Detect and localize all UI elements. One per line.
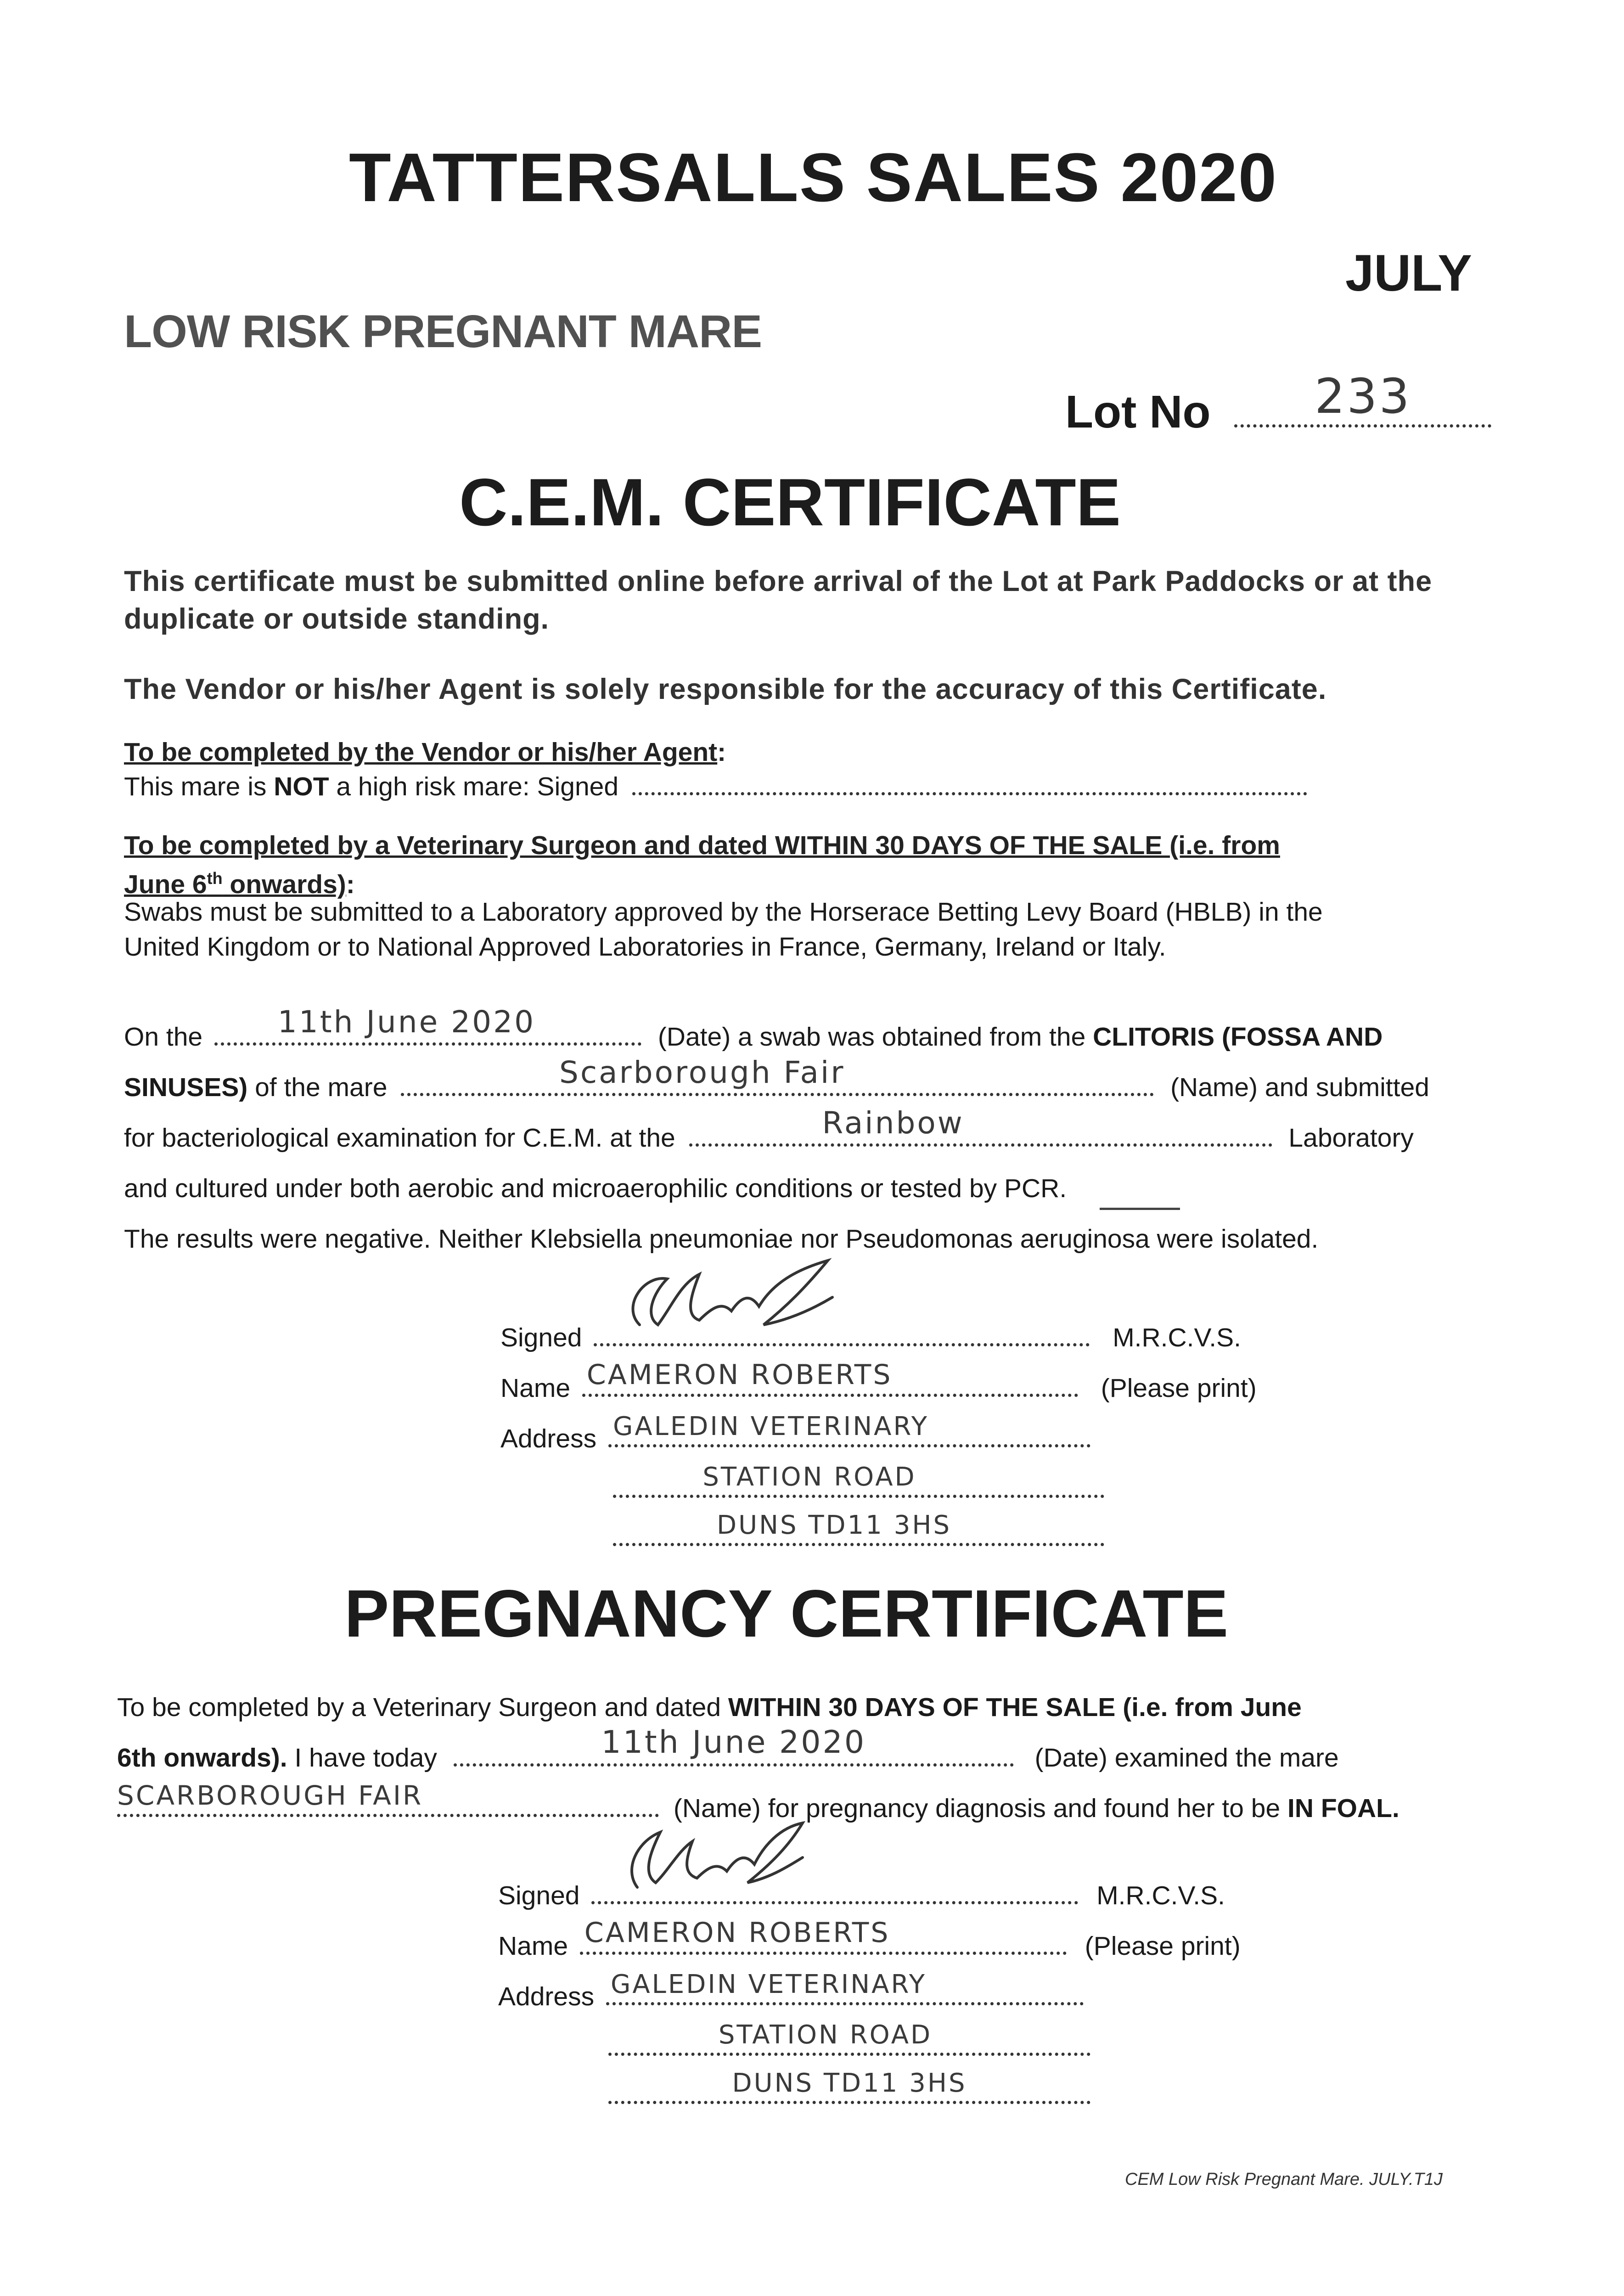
cem-name-row: Name CAMERON ROBERTS (Please print) <box>500 1359 1257 1403</box>
cem-notice-online: This certificate must be submitted online before arrival of the Lot at Park Paddocks or at the duplicate or outside standing. <box>124 565 1433 635</box>
preg-signature-field <box>591 1901 1078 1904</box>
lot-number-value: 233 <box>1315 368 1411 424</box>
cem-vet-name-value: CAMERON ROBERTS <box>586 1359 893 1391</box>
culture-method: and cultured under both aerobic and microaerophilic conditions or tested by PCR. <box>124 1174 1067 1203</box>
page-title: TATTERSALLS SALES 2020 <box>349 139 1278 216</box>
cem-address-line-3-value: DUNS TD11 3HS <box>716 1510 952 1540</box>
pcr-underline <box>1100 1208 1180 1210</box>
swab-date-field <box>214 1004 641 1046</box>
lot-number-row <box>1065 368 1491 439</box>
swab-date-value: 11th June 2020 <box>277 1004 536 1040</box>
preg-address-line-3 <box>608 2068 1090 2110</box>
form-reference: CEM Low Risk Pregnant Mare. JULY.T1J <box>1125 2170 1443 2189</box>
document-subtitle: LOW RISK PREGNANT MARE <box>124 306 762 357</box>
pregnancy-line-2: 6th onwards). I have today 11th June 2020 (Date) examined the mare <box>117 1724 1339 1773</box>
mare-name-line: SINUSES) of the mare Scarborough Fair (Name) and submitted <box>124 1055 1429 1102</box>
cem-certificate-title: C.E.M. CERTIFICATE <box>459 465 1121 540</box>
laboratory-line: for bacteriological examination for C.E.M. at the Rainbow Laboratory <box>124 1105 1414 1153</box>
preg-address-line-1-value: GALEDIN VETERINARY <box>610 1970 927 1999</box>
vendor-heading: To be completed by the Vendor or his/her Agent: <box>124 737 726 767</box>
pregnancy-mare-name-field <box>117 1780 659 1817</box>
cem-address-line-2 <box>613 1462 1104 1504</box>
pregnancy-mare-name-value: SCARBOROUGH FAIR <box>117 1780 423 1811</box>
preg-address-line-2 <box>608 2020 1090 2062</box>
pregnancy-line-3: SCARBOROUGH FAIR (Name) for pregnancy diagnosis and found her to be IN FOAL. <box>117 1780 1399 1823</box>
sale-month: JULY <box>1345 244 1472 302</box>
cem-address-row: Address GALEDIN VETERINARY <box>500 1424 1090 1454</box>
pregnancy-certificate-title: PREGNANCY CERTIFICATE <box>344 1576 1229 1651</box>
lot-number-field <box>1234 368 1491 428</box>
cem-address-line-1-value: GALEDIN VETERINARY <box>613 1412 929 1441</box>
swabs-requirement: Swabs must be submitted to a Laboratory approved by the Horserace Betting Levy Board (HBLB) in the United Kingdom or to National Approved Laboratories in France, Germany, Ireland or Italy. <box>124 897 1323 962</box>
mare-name-value: Scarborough Fair <box>559 1055 845 1090</box>
vendor-declaration: This mare is NOT a high risk mare: Signed <box>124 771 1307 802</box>
pregnancy-line-1: To be completed by a Veterinary Surgeon and dated WITHIN 30 DAYS OF THE SALE (i.e. from June <box>117 1693 1302 1722</box>
vet-heading: To be completed by a Veterinary Surgeon and dated WITHIN 30 DAYS OF THE SALE (i.e. from June 6th onwards): <box>124 831 1280 899</box>
cem-address-line-3 <box>613 1510 1104 1553</box>
swab-date-line: On the 11th June 2020 (Date) a swab was obtained from the CLITORIS (FOSSA AND <box>124 1004 1383 1052</box>
cem-signed-row: Signed M.R.C.V.S. <box>500 1322 1241 1353</box>
exam-date-value: 11th June 2020 <box>601 1724 866 1761</box>
preg-address-line-3-value: DUNS TD11 3HS <box>732 2068 967 2098</box>
lot-number-label: Lot No <box>1065 386 1211 438</box>
preg-vet-name-value: CAMERON ROBERTS <box>584 1917 890 1949</box>
preg-address-row: Address GALEDIN VETERINARY <box>498 1981 1084 2012</box>
vendor-signature-field <box>632 792 1307 795</box>
vet-signature-icon <box>610 1814 821 1901</box>
cem-notice-responsibility: The Vendor or his/her Agent is solely responsible for the accuracy of this Certificate. <box>124 673 1327 705</box>
preg-signed-row: Signed M.R.C.V.S. <box>498 1880 1225 1911</box>
vet-signature-icon <box>612 1256 869 1343</box>
cem-signature-field <box>594 1343 1090 1346</box>
preg-address-line-2-value: STATION ROAD <box>718 2020 933 2050</box>
cem-address-line-2-value: STATION ROAD <box>702 1462 916 1492</box>
results-statement: The results were negative. Neither Klebsiella pneumoniae nor Pseudomonas aeruginosa were isolated. <box>124 1224 1319 1254</box>
preg-name-row: Name CAMERON ROBERTS (Please print) <box>498 1917 1241 1961</box>
exam-date-field <box>454 1724 1014 1767</box>
laboratory-value: Rainbow <box>822 1105 964 1141</box>
laboratory-field <box>689 1105 1272 1147</box>
